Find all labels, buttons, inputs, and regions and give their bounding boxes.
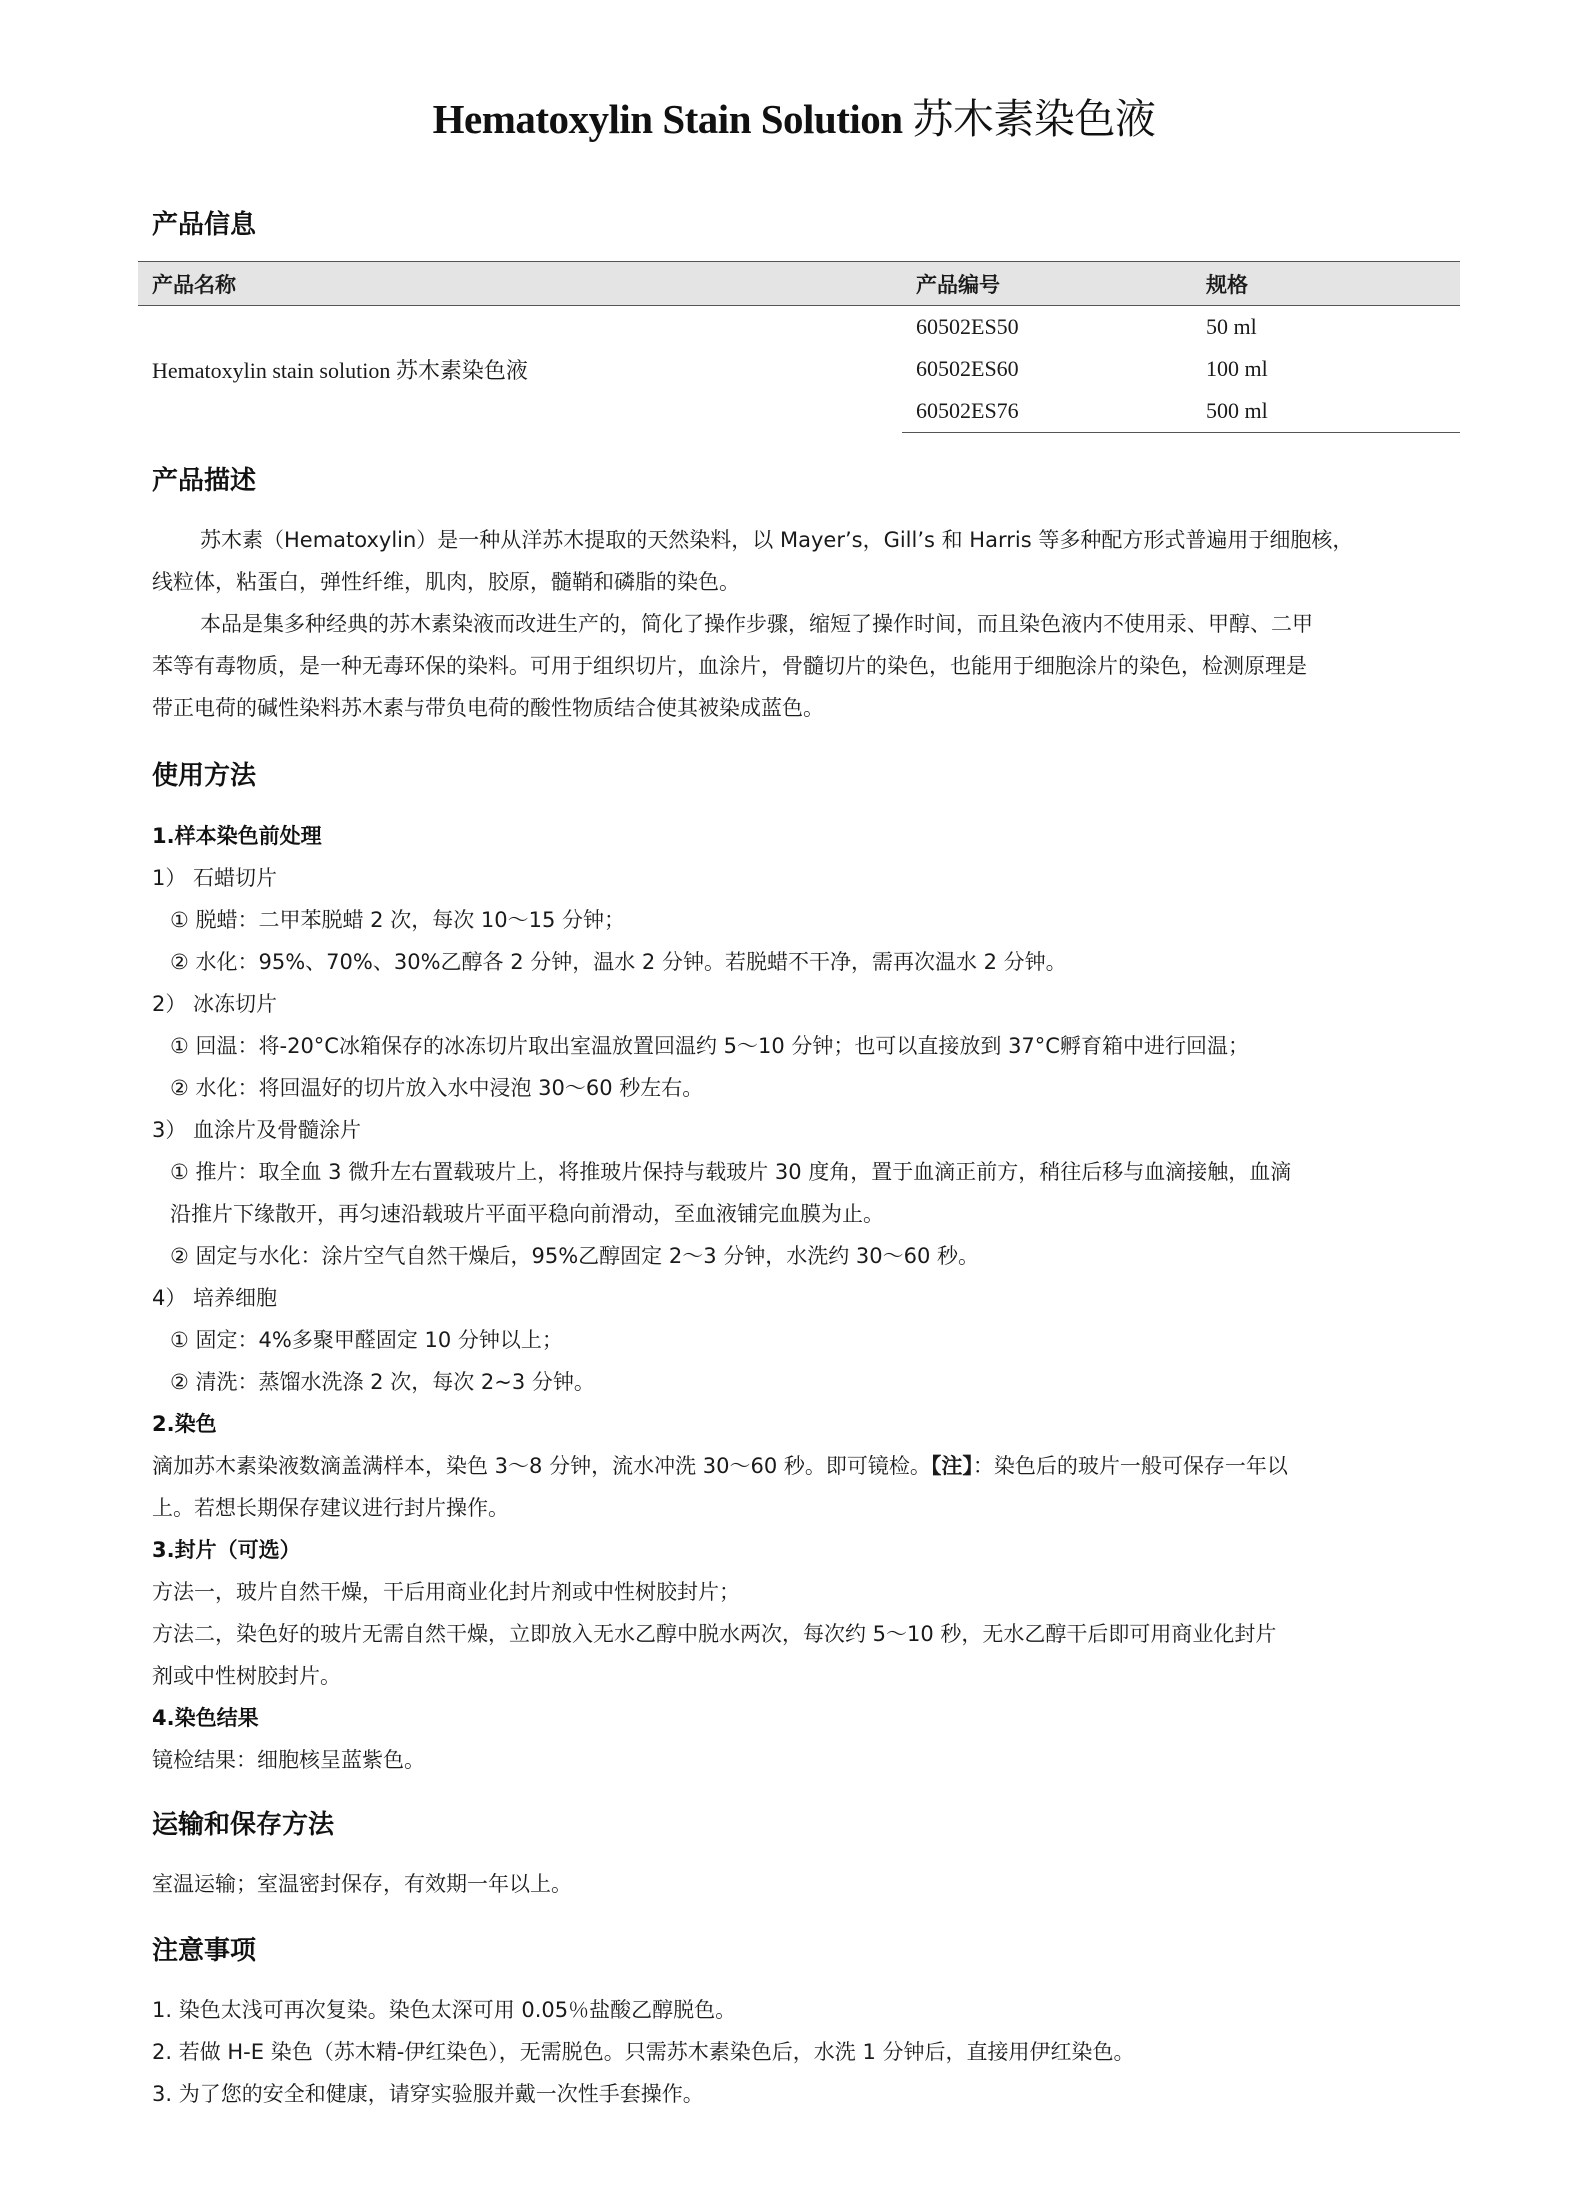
step1-paraffin-a: ① 脱蜡：二甲苯脱蜡 2 次，每次 10～15 分钟； bbox=[170, 908, 626, 932]
note-item: 3. 为了您的安全和健康，请穿实验服并戴一次性手套操作。 bbox=[152, 2082, 704, 2106]
code-cell bbox=[902, 306, 1192, 349]
product-name-cell bbox=[138, 306, 902, 433]
title-en: Hematoxylin Stain Solution bbox=[432, 96, 913, 142]
step3-method2: 方法二，染色好的玻片无需自然干燥，立即放入无水乙醇中脱水两次，每次约 5～10 秒，无水乙醇干后即可用商业化封片 bbox=[152, 1622, 1277, 1646]
step1-paraffin-b: ② 水化：95%、70%、30%乙醇各 2 分钟，温水 2 分钟。若脱蜡不干净，需再次温水 2 分钟。 bbox=[170, 950, 1067, 974]
product-code: 60502ES60 bbox=[916, 356, 1019, 381]
step1-paraffin: 1） 石蜡切片 bbox=[152, 866, 278, 890]
step1-cells: 4） 培养细胞 bbox=[152, 1286, 278, 1310]
description-heading: 产品描述 bbox=[152, 466, 257, 496]
step2-note-text: ：染色后的玻片一般可保存一年以 bbox=[972, 1454, 1288, 1478]
product-spec: 100 ml bbox=[1206, 356, 1268, 381]
description-line: 本品是集多种经典的苏木素染液而改进生产的，简化了操作步骤，缩短了操作时间，而且染色液内不使用汞、甲醇、二甲 bbox=[200, 612, 1313, 636]
table-row bbox=[138, 306, 1460, 349]
step1-smear-b: ② 固定与水化：涂片空气自然干燥后，95%乙醇固定 2～3 分钟，水洗约 30～60 秒。 bbox=[170, 1244, 980, 1268]
note-item: 1. 染色太浅可再次复染。染色太深可用 0.05％盐酸乙醇脱色。 bbox=[152, 1998, 737, 2022]
storage-heading: 运输和保存方法 bbox=[152, 1810, 335, 1840]
step1-cells-a: ① 固定：4%多聚甲醛固定 10 分钟以上； bbox=[170, 1328, 563, 1352]
spec-cell bbox=[1192, 390, 1460, 433]
step2-text: 滴加苏木素染液数滴盖满样本，染色 3～8 分钟，流水冲洗 30～60 秒。即可镜检。 bbox=[152, 1454, 931, 1478]
page-title bbox=[0, 86, 1588, 145]
note-label: 【注】 bbox=[930, 1454, 973, 1478]
storage-text: 室温运输；室温密封保存，有效期一年以上。 bbox=[152, 1872, 572, 1896]
step4-title: 4.染色结果 bbox=[152, 1706, 259, 1730]
product-spec: 50 ml bbox=[1206, 314, 1257, 339]
description-line: 带正电荷的碱性染料苏木素与带负电荷的酸性物质结合使其被染成蓝色。 bbox=[152, 696, 824, 720]
step1-cells-b: ② 清洗：蒸馏水洗涤 2 次，每次 2~3 分钟。 bbox=[170, 1370, 595, 1394]
step4-result: 镜检结果：细胞核呈蓝紫色。 bbox=[152, 1748, 425, 1772]
notes-heading: 注意事项 bbox=[152, 1936, 257, 1966]
header-spec: 规格 bbox=[1192, 262, 1460, 306]
note-item: 2. 若做 H-E 染色（苏木精-伊红染色），无需脱色。只需苏木素染色后，水洗 1 分钟后，直接用伊红染色。 bbox=[152, 2040, 1135, 2064]
product-code: 60502ES50 bbox=[916, 314, 1019, 339]
product-spec: 500 ml bbox=[1206, 398, 1268, 423]
product-code: 60502ES76 bbox=[916, 398, 1019, 423]
description-line: 苏木素（Hematoxylin）是一种从洋苏木提取的天然染料，以 Mayer’s，Gill’s 和 Harris 等多种配方形式普遍用于细胞核， bbox=[200, 528, 1354, 552]
step1-frozen-b: ② 水化：将回温好的切片放入水中浸泡 30～60 秒左右。 bbox=[170, 1076, 704, 1100]
step2-line1 bbox=[152, 1450, 1452, 1480]
spec-cell bbox=[1192, 348, 1460, 390]
step2-line2: 上。若想长期保存建议进行封片操作。 bbox=[152, 1496, 509, 1520]
code-cell bbox=[902, 348, 1192, 390]
step1-frozen: 2） 冰冻切片 bbox=[152, 992, 278, 1016]
table-header-row bbox=[138, 262, 1460, 306]
product-table bbox=[138, 261, 1460, 433]
product-name: Hematoxylin stain solution 苏木素染色液 bbox=[152, 357, 528, 383]
title-cn: 苏木素染色液 bbox=[912, 95, 1156, 143]
step2-title: 2.染色 bbox=[152, 1412, 217, 1436]
step3-method2-cont: 剂或中性树胶封片。 bbox=[152, 1664, 341, 1688]
header-product-code: 产品编号 bbox=[902, 262, 1192, 306]
step1-frozen-a: ① 回温：将-20°C冰箱保存的冰冻切片取出室温放置回温约 5～10 分钟；也可以直接放到 37°C孵育箱中进行回温； bbox=[170, 1034, 1249, 1058]
description-line: 线粒体，粘蛋白，弹性纤维，肌肉，胶原，髓鞘和磷脂的染色。 bbox=[152, 570, 740, 594]
step3-title: 3.封片（可选） bbox=[152, 1538, 301, 1562]
step1-title: 1.样本染色前处理 bbox=[152, 824, 322, 848]
usage-heading: 使用方法 bbox=[152, 761, 257, 791]
step1-smear-a2: 沿推片下缘散开，再匀速沿载玻片平面平稳向前滑动，至血液铺完血膜为止。 bbox=[170, 1202, 884, 1226]
spec-cell bbox=[1192, 306, 1460, 349]
header-product-name: 产品名称 bbox=[138, 262, 902, 306]
code-cell bbox=[902, 390, 1192, 433]
step1-smear-a1: ① 推片：取全血 3 微升左右置载玻片上，将推玻片保持与载玻片 30 度角，置于血滴正前方，稍往后移与血滴接触，血滴 bbox=[170, 1160, 1292, 1184]
step3-method1: 方法一，玻片自然干燥，干后用商业化封片剂或中性树胶封片； bbox=[152, 1580, 740, 1604]
description-line: 苯等有毒物质，是一种无毒环保的染料。可用于组织切片，血涂片，骨髓切片的染色，也能用于细胞涂片的染色，检测原理是 bbox=[152, 654, 1307, 678]
product-info-heading: 产品信息 bbox=[152, 210, 257, 240]
step1-smear: 3） 血涂片及骨髓涂片 bbox=[152, 1118, 362, 1142]
